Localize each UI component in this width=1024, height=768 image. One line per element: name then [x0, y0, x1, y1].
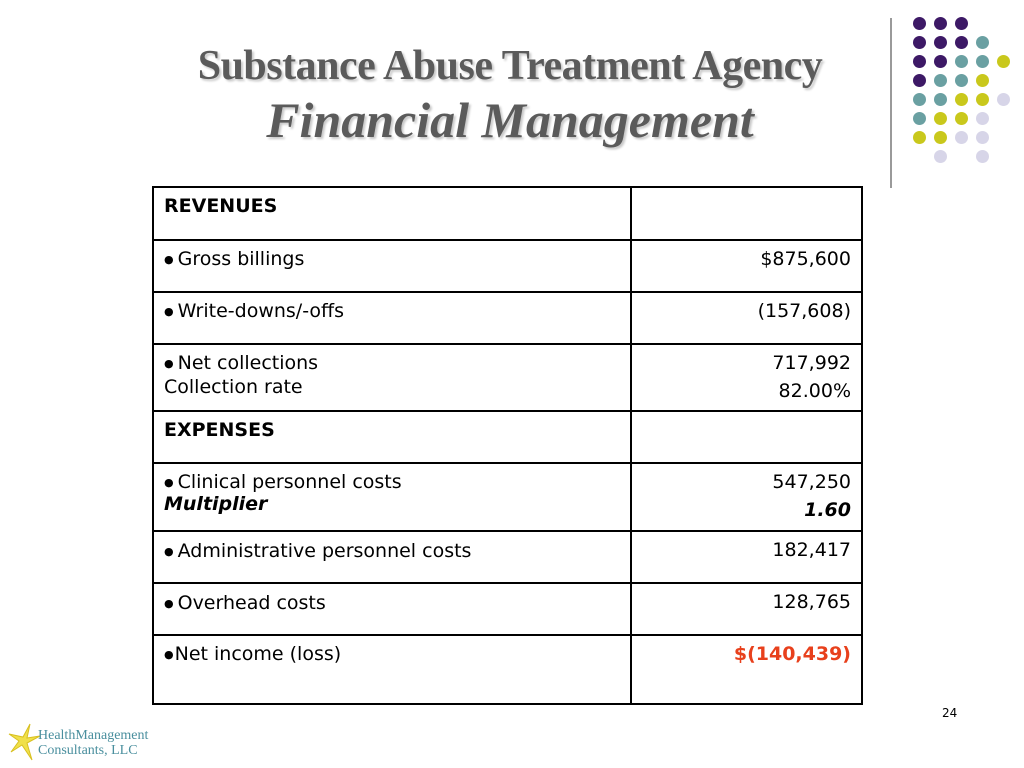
row-subvalue-multiplier: 1.60: [804, 499, 851, 521]
slide-title: [130, 40, 890, 148]
dot: [913, 74, 926, 87]
dot: [955, 55, 968, 68]
dot: [997, 93, 1010, 106]
dot: [976, 150, 989, 163]
dot: [976, 131, 989, 144]
table-row: [153, 240, 862, 292]
financial-table: [152, 186, 863, 705]
dot: [955, 17, 968, 30]
dot: [913, 93, 926, 106]
row-value-net-collections: 717,992: [772, 352, 851, 374]
dot: [955, 93, 968, 106]
star-logo-icon: [8, 722, 42, 762]
company-logo: [8, 722, 178, 762]
dot: [913, 131, 926, 144]
table-row: [153, 463, 862, 531]
row-value-clinical-personnel: 547,250: [772, 471, 851, 493]
row-label-clinical-personnel: Clinical personnel costs: [177, 471, 402, 493]
dot: [955, 74, 968, 87]
dot: [934, 131, 947, 144]
dot: [976, 112, 989, 125]
row-label-write-downs: Write-downs/-offs: [177, 300, 345, 322]
row-label-expenses: EXPENSES: [153, 411, 631, 463]
dot: [976, 55, 989, 68]
dot: [913, 17, 926, 30]
dot: [955, 131, 968, 144]
row-value: [631, 187, 862, 240]
dot: [934, 74, 947, 87]
table-row: [153, 292, 862, 344]
title-line-1: Substance Abuse Treatment Agency: [197, 43, 823, 89]
bullet-icon: ●: [164, 357, 174, 370]
row-label-cell: [153, 583, 631, 635]
dot: [976, 93, 989, 106]
table-row: [153, 583, 862, 635]
row-label-cell: [153, 531, 631, 583]
dot: [976, 36, 989, 49]
bullet-icon: ●: [164, 476, 174, 489]
row-sublabel-multiplier: Multiplier: [164, 493, 268, 515]
row-subvalue-collection-rate: 82.00%: [778, 380, 851, 402]
row-value-net-income: $(140,439): [631, 635, 862, 704]
row-label-revenues: REVENUES: [153, 187, 631, 240]
bullet-icon: ●: [164, 597, 174, 610]
row-value-write-downs: (157,608): [631, 292, 862, 344]
dot: [934, 17, 947, 30]
dot: [913, 112, 926, 125]
table-row: [153, 344, 862, 411]
decorative-divider: [890, 18, 892, 188]
dot: [913, 55, 926, 68]
row-value-cell: [631, 463, 862, 531]
logo-text-line-2: Consultants, LLC: [38, 743, 138, 758]
table-row: [153, 531, 862, 583]
decorative-dot-grid: [905, 10, 1015, 170]
dot: [934, 93, 947, 106]
row-sublabel-collection-rate: Collection rate: [164, 376, 303, 398]
bullet-icon: ●: [164, 648, 174, 661]
row-label-overhead: Overhead costs: [177, 592, 326, 614]
row-label-net-income: Net income (loss): [174, 643, 342, 665]
bullet-icon: ●: [164, 253, 174, 266]
dot: [934, 150, 947, 163]
bullet-icon: ●: [164, 545, 174, 558]
table-row: [153, 411, 862, 463]
row-label-gross-billings: Gross billings: [177, 248, 305, 270]
logo-text-line-1: HealthManagement: [38, 728, 149, 743]
row-value: [631, 411, 862, 463]
table-row: [153, 187, 862, 240]
row-value-admin-personnel: 182,417: [631, 531, 862, 583]
row-label-admin-personnel: Administrative personnel costs: [177, 540, 472, 562]
row-label-cell: [153, 292, 631, 344]
dot: [934, 36, 947, 49]
bullet-icon: ●: [164, 305, 174, 318]
dot: [955, 112, 968, 125]
row-label-cell: [153, 344, 631, 411]
row-value-overhead: 128,765: [631, 583, 862, 635]
dot: [976, 74, 989, 87]
row-label-net-collections: Net collections: [177, 352, 319, 374]
row-value-cell: [631, 344, 862, 411]
title-line-2: Financial Management: [266, 92, 754, 148]
row-label-cell: [153, 635, 631, 704]
row-label-cell: [153, 463, 631, 531]
dot: [913, 36, 926, 49]
dot: [955, 36, 968, 49]
row-value-gross-billings: $875,600: [631, 240, 862, 292]
dot: [997, 55, 1010, 68]
table-row: [153, 635, 862, 704]
page-number: 24: [942, 706, 958, 720]
dot: [934, 112, 947, 125]
row-label-cell: [153, 240, 631, 292]
dot: [934, 55, 947, 68]
